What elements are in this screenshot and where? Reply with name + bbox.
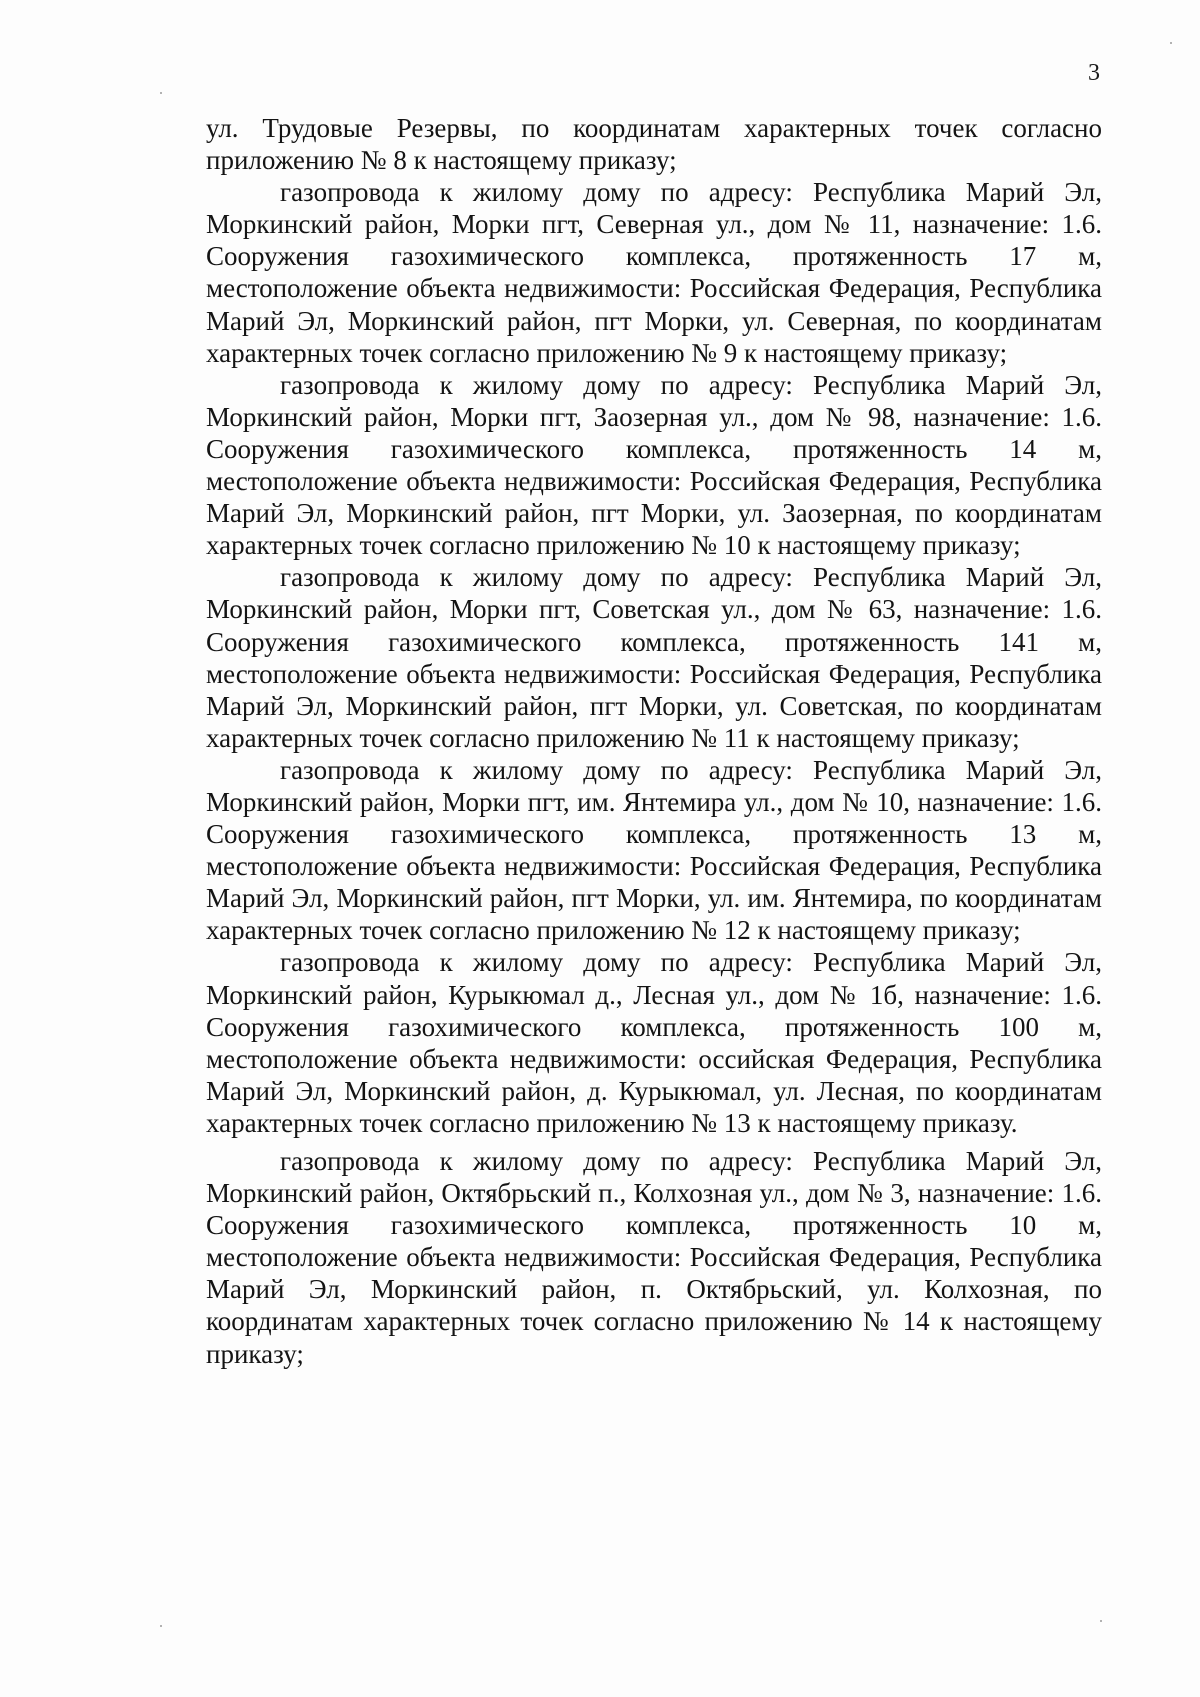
scan-speck — [160, 1625, 162, 1627]
page-number: 3 — [1088, 60, 1100, 86]
paragraph-gas-pipeline-severnaya: газопровода к жилому дому по адресу: Республика Марий Эл, Моркинский район, Морки пгт, Северная ул., дом № 11, назначение: 1.6. Сооружения газохимического комплекса, протяженность 17 м, местоположение объекта недвижимости: Российская Федерация, Республика Марий Эл, Моркинский район, пгт Морки, ул. Северная, по координатам характерных точек согласно приложению № 9 к настоящему приказу; — [206, 177, 1102, 368]
document-body — [206, 112, 1102, 1370]
paragraph-gas-pipeline-kolkhoznaya: газопровода к жилому дому по адресу: Республика Марий Эл, Моркинский район, Октябрьский п., Колхозная ул., дом № 3, назначение: 1.6. Сооружения газохимического комплекса, протяженность 10 м, местоположение объекта недвижимости: Российская Федерация, Республика Марий Эл, Моркинский район, п. Октябрьский, ул. Колхозная, по координатам характерных точек согласно приложению № 14 к настоящему приказу; — [206, 1146, 1102, 1369]
scan-speck — [1100, 1620, 1102, 1622]
scan-speck — [1170, 42, 1172, 44]
paragraph-gas-pipeline-zaozernaya: газопровода к жилому дому по адресу: Республика Марий Эл, Моркинский район, Морки пгт, Заозерная ул., дом № 98, назначение: 1.6. Сооружения газохимического комплекса, протяженность 14 м, местоположение объекта недвижимости: Российская Федерация, Республика Марий Эл, Моркинский район, пгт Морки, ул. Заозерная, по координатам характерных точек согласно приложению № 10 к настоящему приказу; — [206, 369, 1102, 561]
paragraph-gas-pipeline-yantemira: газопровода к жилому дому по адресу: Республика Марий Эл, Моркинский район, Морки пгт, им. Янтемира ул., дом № 10, назначение: 1.6. Сооружения газохимического комплекса, протяженность 13 м, местоположение объекта недвижимости: Российская Федерация, Республика Марий Эл, Моркинский район, пгт Морки, ул. им. Янтемира, по координатам характерных точек согласно приложению № 12 к настоящему приказу; — [206, 754, 1102, 946]
scan-speck — [160, 92, 162, 94]
paragraph-gas-pipeline-lesnaya: газопровода к жилому дому по адресу: Республика Марий Эл, Моркинский район, Курыкюмал д., Лесная ул., дом № 1б, назначение: 1.6. Сооружения газохимического комплекса, протяженность 100 м, местоположение объекта недвижимости: оссийская Федерация, Республика Марий Эл, Моркинский район, д. Курыкюмал, ул. Лесная, по координатам характерных точек согласно приложению № 13 к настоящему приказу. — [206, 947, 1102, 1138]
paragraph-gas-pipeline-sovetskaya: газопровода к жилому дому по адресу: Республика Марий Эл, Моркинский район, Морки пгт, Советская ул., дом № 63, назначение: 1.6. Сооружения газохимического комплекса, протяженность 141 м, местоположение объекта недвижимости: Российская Федерация, Республика Марий Эл, Моркинский район, пгт Морки, ул. Советская, по координатам характерных точек согласно приложению № 11 к настоящему приказу; — [206, 562, 1102, 753]
paragraph-continuation: ул. Трудовые Резервы, по координатам характерных точек согласно приложению № 8 к настоящему приказу; — [206, 113, 1102, 176]
